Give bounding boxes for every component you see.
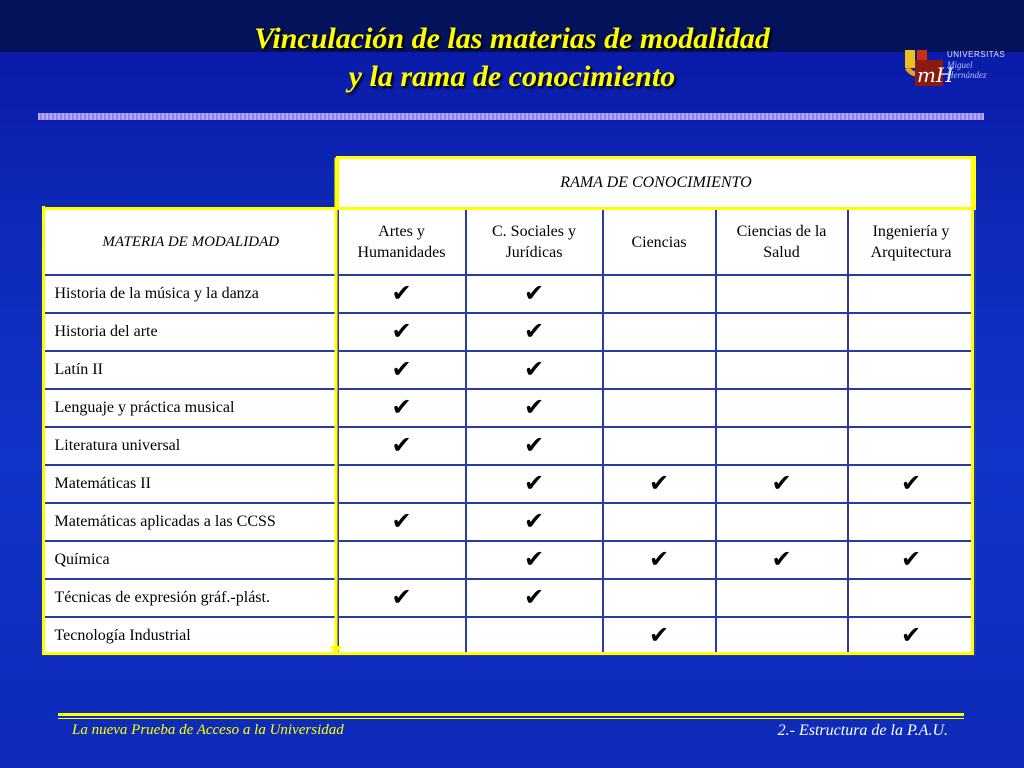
subject-name: Historia de la música y la danza bbox=[44, 275, 338, 313]
row-header: MATERIA DE MODALIDAD bbox=[44, 209, 338, 276]
empty-cell bbox=[338, 617, 466, 655]
logo-line-1: UNIVERSITAS bbox=[947, 50, 1006, 59]
empty-corner bbox=[44, 158, 338, 209]
empty-cell bbox=[466, 617, 603, 655]
footer-right: 2.- Estructura de la P.A.U. bbox=[777, 722, 948, 739]
slide-title bbox=[0, 20, 1024, 96]
subject-name: Técnicas de expresión gráf.-plást. bbox=[44, 579, 338, 617]
empty-cell bbox=[848, 579, 975, 617]
check-icon: ✔ bbox=[466, 351, 603, 389]
empty-cell bbox=[716, 351, 848, 389]
empty-cell bbox=[716, 275, 848, 313]
empty-cell bbox=[338, 541, 466, 579]
title-line-2: y la rama de conocimiento bbox=[348, 60, 676, 93]
table-row bbox=[44, 275, 975, 313]
check-icon: ✔ bbox=[603, 465, 716, 503]
check-icon: ✔ bbox=[716, 541, 848, 579]
col-header-line-2: Humanidades bbox=[357, 244, 446, 261]
footer-left: La nueva Prueba de Acceso a la Universidad bbox=[72, 722, 344, 738]
empty-cell bbox=[603, 389, 716, 427]
subject-name: Literatura universal bbox=[44, 427, 338, 465]
empty-cell bbox=[848, 313, 975, 351]
check-icon: ✔ bbox=[466, 389, 603, 427]
empty-cell bbox=[848, 389, 975, 427]
university-logo bbox=[903, 46, 1013, 90]
check-icon: ✔ bbox=[466, 465, 603, 503]
empty-cell bbox=[603, 503, 716, 541]
col-header bbox=[338, 209, 466, 276]
empty-cell bbox=[603, 313, 716, 351]
empty-cell bbox=[848, 503, 975, 541]
empty-cell bbox=[716, 427, 848, 465]
table-row bbox=[44, 427, 975, 465]
svg-text:mH: mH bbox=[917, 63, 954, 87]
empty-cell bbox=[603, 427, 716, 465]
col-header-line-1: Artes y bbox=[378, 223, 425, 240]
empty-cell bbox=[716, 579, 848, 617]
check-icon: ✔ bbox=[603, 541, 716, 579]
check-icon: ✔ bbox=[466, 427, 603, 465]
check-icon: ✔ bbox=[466, 275, 603, 313]
table-body bbox=[44, 275, 975, 655]
empty-cell bbox=[848, 427, 975, 465]
check-icon: ✔ bbox=[338, 351, 466, 389]
col-header-line-1: C. Sociales y bbox=[492, 223, 576, 240]
col-header-line-2: Arquitectura bbox=[870, 244, 952, 261]
empty-cell bbox=[603, 351, 716, 389]
check-icon: ✔ bbox=[466, 541, 603, 579]
footer-rule bbox=[58, 713, 964, 716]
title-separator bbox=[38, 113, 984, 120]
check-icon: ✔ bbox=[338, 275, 466, 313]
subject-name: Lenguaje y práctica musical bbox=[44, 389, 338, 427]
col-header bbox=[716, 209, 848, 276]
check-icon: ✔ bbox=[338, 427, 466, 465]
table-row bbox=[44, 541, 975, 579]
group-header: RAMA DE CONOCIMIENTO bbox=[338, 158, 975, 209]
table-row bbox=[44, 617, 975, 655]
logo-mark-icon bbox=[903, 46, 954, 88]
table-row bbox=[44, 503, 975, 541]
empty-cell bbox=[716, 313, 848, 351]
empty-cell bbox=[848, 275, 975, 313]
check-icon: ✔ bbox=[848, 541, 975, 579]
check-icon: ✔ bbox=[466, 579, 603, 617]
check-icon: ✔ bbox=[466, 503, 603, 541]
table-row bbox=[44, 579, 975, 617]
empty-cell bbox=[603, 275, 716, 313]
subject-name: Historia del arte bbox=[44, 313, 338, 351]
check-icon: ✔ bbox=[338, 389, 466, 427]
col-header-line-1: Ingeniería y bbox=[872, 223, 950, 240]
empty-cell bbox=[338, 465, 466, 503]
check-icon: ✔ bbox=[338, 503, 466, 541]
empty-cell bbox=[716, 617, 848, 655]
subject-name: Química bbox=[44, 541, 338, 579]
logo-line-2: Miguel bbox=[947, 60, 973, 70]
empty-cell bbox=[716, 389, 848, 427]
col-header bbox=[603, 209, 716, 276]
subject-name: Matemáticas aplicadas a las CCSS bbox=[44, 503, 338, 541]
subject-name: Latín II bbox=[44, 351, 338, 389]
logo-text bbox=[947, 50, 1005, 80]
col-header-line-2: Jurídicas bbox=[505, 244, 563, 261]
subject-name: Matemáticas II bbox=[44, 465, 338, 503]
col-header-line-1: Ciencias bbox=[631, 233, 687, 251]
subjects-table bbox=[42, 156, 976, 656]
col-header bbox=[848, 209, 975, 276]
col-header bbox=[466, 209, 603, 276]
check-icon: ✔ bbox=[848, 617, 975, 655]
table-row bbox=[44, 465, 975, 503]
col-header-line-2: Salud bbox=[763, 244, 800, 261]
check-icon: ✔ bbox=[466, 313, 603, 351]
subject-name: Tecnología Industrial bbox=[44, 617, 338, 655]
footer-rule-thin bbox=[58, 718, 964, 719]
check-icon: ✔ bbox=[716, 465, 848, 503]
table-row bbox=[44, 313, 975, 351]
check-icon: ✔ bbox=[338, 313, 466, 351]
empty-cell bbox=[716, 503, 848, 541]
empty-cell bbox=[603, 579, 716, 617]
table-row bbox=[44, 389, 975, 427]
col-header-line-1: Ciencias de la bbox=[736, 223, 827, 240]
check-icon: ✔ bbox=[338, 579, 466, 617]
check-icon: ✔ bbox=[603, 617, 716, 655]
empty-cell bbox=[848, 351, 975, 389]
title-line-1: Vinculación de las materias de modalidad bbox=[254, 22, 770, 55]
check-icon: ✔ bbox=[848, 465, 975, 503]
logo-line-3: Hernández bbox=[947, 70, 987, 80]
table-row bbox=[44, 351, 975, 389]
